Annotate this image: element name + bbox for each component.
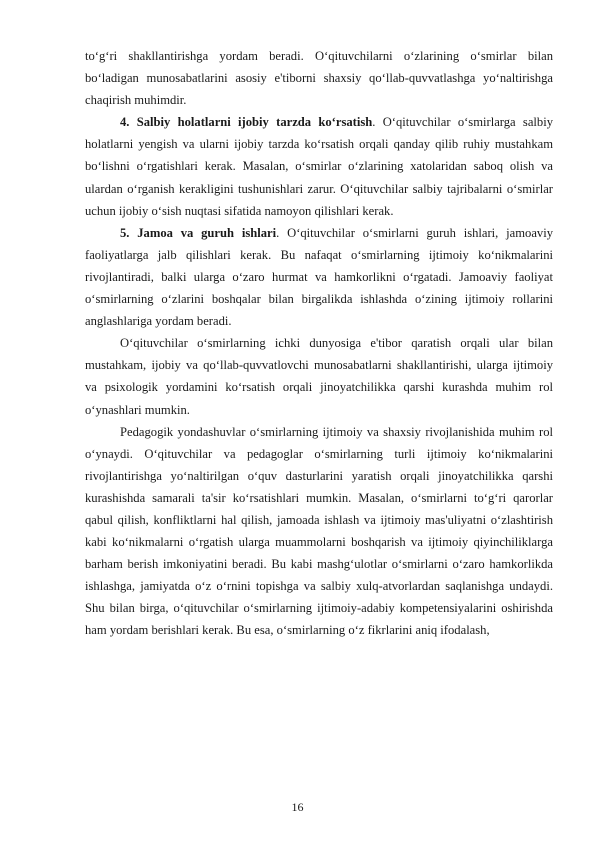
paragraph-negative-situations bbox=[85, 111, 553, 221]
paragraph-text: . O‘qituvchilar o‘smirlarni guruh ishlari, jamoaviy faoliyatlarga jalb qilishlari kerak. Bu nafaqat o‘smirlarning ijtimoiy ko‘nikmalarini rivojlantiradi, balki ularga o‘zaro hurmat va hamkorlikni o‘rgatadi. Jamoaviy faoliyat o‘smirlarning o‘zlarini boshqalar bilan birgalikda ishlashda o‘zining ijtimoiy rollarini anglashlariga yordam beradi. bbox=[85, 225, 553, 329]
paragraph-pedagogical-approaches bbox=[85, 421, 553, 642]
page-number: 16 bbox=[291, 800, 304, 814]
section-heading: 5. Jamoa va guruh ishlari bbox=[120, 225, 277, 240]
paragraph-inner-world bbox=[85, 332, 553, 420]
paragraph-continuation bbox=[85, 45, 553, 111]
paragraph-text: O‘qituvchilar o‘smirlarning ichki dunyosiga e'tibor qaratish orqali ular bilan mustahkam, ijobiy va qo‘llab-quvvatlovchi munosabatlarni shakllantirishi, ularga ijtimoiy va psixologik yordamini ko‘rsatish orqali jinoyatchilikka qarshi kurashda muhim rol o‘ynashlari mumkin. bbox=[85, 336, 553, 417]
document-page bbox=[85, 45, 553, 642]
paragraph-text: . O‘qituvchilar o‘smirlarga salbiy holatlarni yengish va ularni ijobiy tarzda ko‘rsatish orqali qanday qilib ruhiy mustahkam bo‘lishni o‘rgatishlari kerak. Masalan, o‘smirlar o‘zlarining xatolaridan saboq olish va ulardan o‘rganish kerakligini tushunishlari zarur. O‘qituvchilar salbiy tajribalarni o‘smirlar uchun ijobiy o‘sish nuqtasi sifatida namoyon qilishlari kerak. bbox=[85, 115, 554, 218]
paragraph-text: Pedagogik yondashuvlar o‘smirlarning ijtimoiy va shaxsiy rivojlanishida muhim rol o‘ynaydi. O‘qituvchilar va pedagoglar o‘smirlarning turli ijtimoiy ko‘nikmalarini rivojlantirishga yo‘naltirilgan o‘quv dasturlarini yaratish orqali jinoyatchilikka qarshi kurashishda samarali ta'sir ko‘rsatishlari mumkin. Masalan, o‘smirlarni to‘g‘ri qarorlar qabul qilish, konfliktlarni hal qilish, jamoada ishlash va ijtimoiy mas'uliyatni o‘zlashtirish kabi ko‘nikmalarni o‘rgatish ularga muammolarni boshqarish va ijtimoiy qiyinchiliklarga barham berish imkoniyatini beradi. Bu kabi mashg‘ulotlar o‘smirlarni o‘zaro hamkorlikda ishlashga, jamiyatda o‘z o‘rnini topishga va salbiy xulq-atvorlardan saqlanishga undaydi. Shu bilan birga, o‘qituvchilar o‘smirlarning ijtimoiy-adabiy kompetensiyalarini oshirishda ham yordam berishlari kerak. Bu esa, o‘smirlarning o‘z fikrlarini aniq ifodalash, bbox=[85, 424, 553, 638]
section-heading: 4. Salbiy holatlarni ijobiy tarzda ko‘rsatish bbox=[120, 115, 373, 130]
paragraph-text: to‘g‘ri shakllantirishga yordam beradi. O‘qituvchilarni o‘zlarining o‘smirlar bilan bo‘ladigan munosabatlarini asosiy e'tiborni shaxsiy qo‘llab-quvvatlashga yo‘naltirishga chaqirish muhimdir. bbox=[85, 49, 553, 108]
paragraph-team-work bbox=[85, 222, 553, 332]
